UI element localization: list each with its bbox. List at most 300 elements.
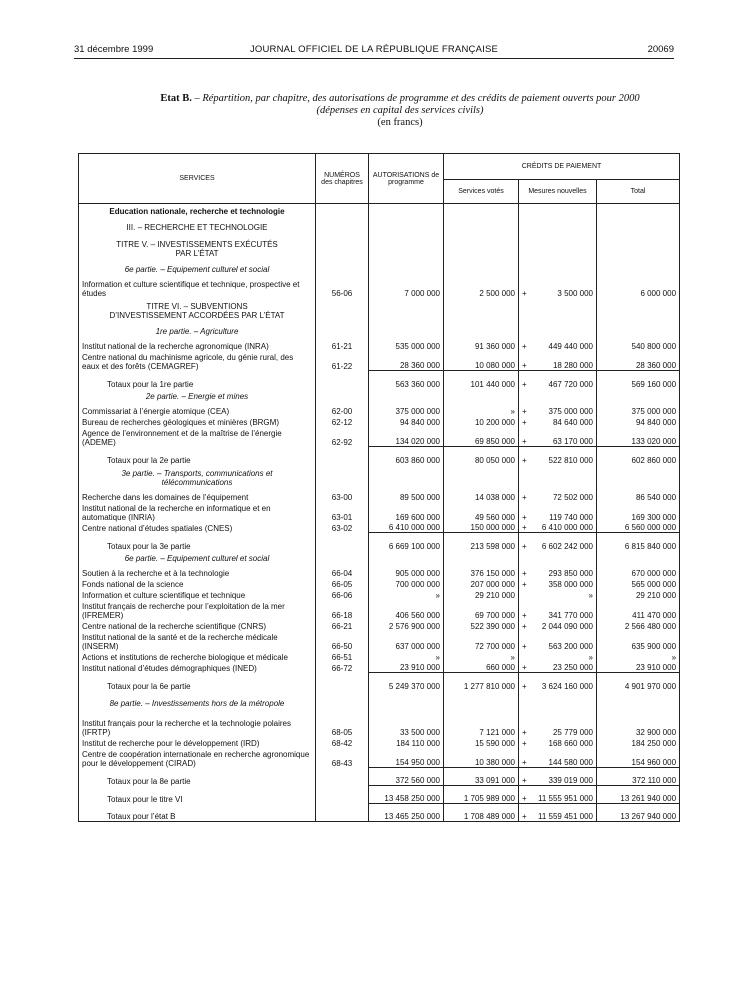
table-heading-row [79,465,680,491]
service-label: Soutien à la recherche et à la technologie [79,567,316,578]
empty-cell [519,262,597,278]
mesures-nouvelles-cell [519,578,597,589]
header-autorisations: AUTORISATIONS de programme [369,154,444,204]
header-services: SERVICES [79,154,316,204]
table-heading-row [79,551,680,567]
autorisations-value: 33 500 000 [369,717,444,737]
mesures-nouvelles-value: 2 044 090 000 [541,621,593,631]
autorisations-value: 372 560 000 [369,768,444,786]
autorisations-value: 6 669 100 000 [369,533,444,551]
table-row [79,278,680,298]
empty-cell [519,298,597,324]
mesures-nouvelles-cell [519,673,597,691]
chapter-number: 68-42 [316,737,369,748]
autorisations-value: 13 465 250 000 [369,804,444,822]
service-label: Centre national du machinisme agricole, du génie rural, des eaux et des forêts (CEMAGREF) [79,351,316,371]
empty-cell [597,389,680,405]
plus-sign: + [522,727,527,737]
mesures-nouvelles-cell [519,717,597,737]
mesures-nouvelles-cell [519,533,597,551]
empty-cell [369,236,444,262]
total-value: 375 000 000 [597,405,680,416]
service-label: Centre national d’études spatiales (CNES) [79,522,316,533]
plus-sign: + [522,361,527,370]
section-heading: 8e partie. – Investissements hors de la métropole [79,691,316,717]
plus-sign: + [522,379,527,389]
services-votes-value: 1 277 810 000 [444,673,519,691]
header-numeros: NUMÉROS des chapitres [316,154,369,204]
empty-cell [519,691,597,717]
total-label: Totaux pour la 2e partie [79,447,316,465]
table-total-row [79,447,680,465]
total-value: 23 910 000 [597,662,680,673]
services-votes-value: 49 560 000 [444,502,519,522]
total-label: Totaux pour la 8e partie [79,768,316,786]
chapter-number [316,673,369,691]
total-value: 635 900 000 [597,631,680,651]
table-row [79,405,680,416]
mesures-nouvelles-cell [519,447,597,465]
service-label: Institut national de la recherche agronomique (INRA) [79,340,316,351]
empty-cell [444,465,519,491]
mesures-nouvelles-value: 6 410 000 000 [541,523,593,532]
chapter-number: 68-43 [316,748,369,768]
chapter-number [316,786,369,804]
table-heading-row [79,262,680,278]
mesures-nouvelles-value: 3 500 000 [557,288,593,298]
caption-line3: (en francs) [377,117,423,128]
table-row [79,416,680,427]
mesures-nouvelles-cell [519,620,597,631]
empty-cell [444,220,519,236]
total-value: 602 860 000 [597,447,680,465]
chapter-number [316,447,369,465]
chapter-number: 66-18 [316,600,369,620]
autorisations-value: 406 560 000 [369,600,444,620]
mesures-nouvelles-cell [519,600,597,620]
services-votes-value: 91 360 000 [444,340,519,351]
mesures-nouvelles-cell [519,371,597,389]
mesures-nouvelles-cell [519,786,597,804]
total-value: 540 800 000 [597,340,680,351]
total-value: 133 020 000 [597,427,680,447]
total-label: Totaux pour la 6e partie [79,673,316,691]
service-label: Bureau de recherches géologiques et minières (BRGM) [79,416,316,427]
mesures-nouvelles-value: 23 250 000 [552,663,593,672]
plus-sign: + [522,812,527,821]
mesures-nouvelles-value: 63 170 000 [552,437,593,446]
service-label: Commissariat à l’énergie atomique (CEA) [79,405,316,416]
mesures-nouvelles-cell [519,351,597,371]
table-caption [80,93,720,129]
services-votes-value: 10 380 000 [444,748,519,768]
table-row [79,662,680,673]
total-value: 28 360 000 [597,351,680,371]
mesures-nouvelles-cell [519,804,597,822]
plus-sign: + [522,417,527,427]
plus-sign: + [522,341,527,351]
autorisations-value: » [369,651,444,662]
services-votes-value: 150 000 000 [444,522,519,533]
caption-label: Etat B. [160,93,192,104]
plus-sign: + [522,610,527,620]
table-row [79,737,680,748]
empty-cell [519,236,597,262]
caption-line2: (dépenses en capital des services civils) [316,105,484,116]
mesures-nouvelles-value: » [588,652,593,662]
empty-cell [444,389,519,405]
total-value: 4 901 970 000 [597,673,680,691]
mesures-nouvelles-value: 11 555 951 000 [537,794,593,803]
table-total-row [79,768,680,786]
header-total: Total [597,180,680,204]
mesures-nouvelles-value: 293 850 000 [548,568,593,578]
section-heading: TITRE V. – INVESTISSEMENTS EXÉCUTÉS PAR L’ÉTAT [79,236,316,262]
mesures-nouvelles-cell [519,737,597,748]
chapter-number: 66-21 [316,620,369,631]
plus-sign: + [522,776,527,785]
services-votes-value: 80 050 000 [444,447,519,465]
mesures-nouvelles-value: 119 740 000 [549,512,593,522]
mesures-nouvelles-value: 522 810 000 [548,455,593,465]
empty-cell [316,298,369,324]
table-row [79,340,680,351]
total-value: 86 540 000 [597,491,680,502]
service-label: Institut de recherche pour le développement (IRD) [79,737,316,748]
table-total-row [79,533,680,551]
service-label: Recherche dans les domaines de l’équipement [79,491,316,502]
total-value: 169 300 000 [597,502,680,522]
plus-sign: + [522,512,527,522]
header-credits: CRÉDITS DE PAIEMENT [444,154,680,180]
empty-cell [519,551,597,567]
mesures-nouvelles-cell [519,748,597,768]
section-heading: Education nationale, recherche et technologie [79,204,316,220]
chapter-number: 62-00 [316,405,369,416]
mesures-nouvelles-cell [519,340,597,351]
mesures-nouvelles-cell [519,405,597,416]
table-row [79,567,680,578]
service-label: Fonds national de la science [79,578,316,589]
table-row [79,578,680,589]
services-votes-value: 15 590 000 [444,737,519,748]
chapter-number: 66-05 [316,578,369,589]
total-value: » [597,651,680,662]
services-votes-value: 1 705 989 000 [444,786,519,804]
services-votes-value: 101 440 000 [444,371,519,389]
section-heading: 3e partie. – Transports, communications et télécommunications [79,465,316,491]
empty-cell [316,691,369,717]
mesures-nouvelles-value: 339 019 000 [548,776,593,785]
section-heading: 1re partie. – Agriculture [79,324,316,340]
service-label: Institut national de la recherche en informatique et en automatique (INRIA) [79,502,316,522]
section-heading: 2e partie. – Energie et mines [79,389,316,405]
table-row [79,427,680,447]
total-value: 13 261 940 000 [597,786,680,804]
empty-cell [444,298,519,324]
empty-cell [316,262,369,278]
services-votes-value: 522 390 000 [444,620,519,631]
table-total-row [79,371,680,389]
plus-sign: + [522,681,527,691]
total-label: Totaux pour la 1re partie [79,371,316,389]
empty-cell [369,389,444,405]
autorisations-value: 23 910 000 [369,662,444,673]
plus-sign: + [522,758,527,767]
services-votes-value: 7 121 000 [444,717,519,737]
caption-line1: – Répartition, par chapitre, des autorisations de programme et des crédits de paiement ouverts pour 2000 [191,93,640,104]
chapter-number [316,371,369,389]
chapter-number [316,804,369,822]
empty-cell [444,324,519,340]
mesures-nouvelles-cell [519,502,597,522]
table-heading-row [79,236,680,262]
mesures-nouvelles-cell [519,567,597,578]
services-votes-value: 10 200 000 [444,416,519,427]
mesures-nouvelles-value: 3 624 160 000 [541,681,593,691]
table-body [79,204,680,822]
empty-cell [444,262,519,278]
chapter-number: 66-51 [316,651,369,662]
chapter-number: 68-05 [316,717,369,737]
empty-cell [597,551,680,567]
budget-table [78,153,680,822]
mesures-nouvelles-value: 341 770 000 [548,610,593,620]
table-row [79,600,680,620]
empty-cell [519,465,597,491]
mesures-nouvelles-value: 84 640 000 [552,417,593,427]
empty-cell [316,220,369,236]
service-label: Agence de l’environnement et de la maîtrise de l’énergie (ADEME) [79,427,316,447]
mesures-nouvelles-value: 144 580 000 [548,758,593,767]
empty-cell [597,262,680,278]
autorisations-value: » [369,589,444,600]
mesures-nouvelles-value: 467 720 000 [548,379,593,389]
table-total-row [79,804,680,822]
empty-cell [519,204,597,220]
plus-sign: + [522,288,527,298]
chapter-number: 61-22 [316,351,369,371]
plus-sign: + [522,794,527,803]
table-row [79,620,680,631]
plus-sign: + [522,621,527,631]
total-value: 184 250 000 [597,737,680,748]
total-value: 6 560 000 000 [597,522,680,533]
chapter-number: 66-72 [316,662,369,673]
autorisations-value: 905 000 000 [369,567,444,578]
total-value: 29 210 000 [597,589,680,600]
header-services-votes: Services votés [444,180,519,204]
chapter-number: 63-02 [316,522,369,533]
mesures-nouvelles-cell [519,651,597,662]
total-value: 6 815 840 000 [597,533,680,551]
chapter-number: 62-92 [316,427,369,447]
chapter-number: 66-04 [316,567,369,578]
empty-cell [597,691,680,717]
plus-sign: + [522,641,527,651]
mesures-nouvelles-value: 358 000 000 [548,579,593,589]
plus-sign: + [522,455,527,465]
total-value: 411 470 000 [597,600,680,620]
plus-sign: + [522,541,527,551]
autorisations-value: 535 000 000 [369,340,444,351]
service-label: Institut français de recherche pour l’exploitation de la mer (IFREMER) [79,600,316,620]
mesures-nouvelles-cell [519,662,597,673]
autorisations-value: 169 600 000 [369,502,444,522]
table-row [79,717,680,737]
empty-cell [369,220,444,236]
empty-cell [444,204,519,220]
table-heading-row [79,204,680,220]
table-total-row [79,673,680,691]
mesures-nouvelles-cell [519,768,597,786]
total-value: 94 840 000 [597,416,680,427]
table-heading-row [79,691,680,717]
services-votes-value: 14 038 000 [444,491,519,502]
empty-cell [369,324,444,340]
page-date: 31 décembre 1999 [74,44,154,55]
services-votes-value: 33 091 000 [444,768,519,786]
chapter-number: 61-21 [316,340,369,351]
services-votes-value: 2 500 000 [444,278,519,298]
services-votes-value: 29 210 000 [444,589,519,600]
plus-sign: + [522,663,527,672]
empty-cell [369,551,444,567]
empty-cell [316,465,369,491]
mesures-nouvelles-value: 11 559 451 000 [537,812,593,821]
mesures-nouvelles-value: 25 779 000 [552,727,593,737]
mesures-nouvelles-cell [519,491,597,502]
total-label: Totaux pour le titre VI [79,786,316,804]
mesures-nouvelles-cell [519,631,597,651]
autorisations-value: 28 360 000 [369,351,444,371]
page-number: 20069 [647,44,674,55]
autorisations-value: 603 860 000 [369,447,444,465]
services-votes-value: 376 150 000 [444,567,519,578]
plus-sign: + [522,579,527,589]
services-votes-value: 207 000 000 [444,578,519,589]
services-votes-value: 660 000 [444,662,519,673]
autorisations-value: 13 458 250 000 [369,786,444,804]
service-label: Centre national de la recherche scientifique (CNRS) [79,620,316,631]
section-heading: 6e partie. – Equipement culturel et social [79,262,316,278]
chapter-number: 56-06 [316,278,369,298]
mesures-nouvelles-value: 563 200 000 [548,641,593,651]
services-votes-value: 10 080 000 [444,351,519,371]
service-label: Information et culture scientifique et technique [79,589,316,600]
total-value: 565 000 000 [597,578,680,589]
empty-cell [316,389,369,405]
empty-cell [597,236,680,262]
empty-cell [316,324,369,340]
mesures-nouvelles-cell [519,416,597,427]
autorisations-value: 94 840 000 [369,416,444,427]
chapter-number [316,533,369,551]
plus-sign: + [522,492,527,502]
plus-sign: + [522,437,527,446]
table-row [79,651,680,662]
total-value: 670 000 000 [597,567,680,578]
empty-cell [444,236,519,262]
table-row [79,589,680,600]
chapter-number: 62-12 [316,416,369,427]
services-votes-value: » [444,651,519,662]
autorisations-value: 375 000 000 [369,405,444,416]
table-total-row [79,786,680,804]
autorisations-value: 2 576 900 000 [369,620,444,631]
table-row [79,502,680,522]
empty-cell [519,220,597,236]
autorisations-value: 700 000 000 [369,578,444,589]
header-rule [74,58,674,59]
empty-cell [597,465,680,491]
plus-sign: + [522,568,527,578]
total-value: 569 160 000 [597,371,680,389]
autorisations-value: 637 000 000 [369,631,444,651]
mesures-nouvelles-value: 72 502 000 [552,492,593,502]
empty-cell [597,204,680,220]
table-row [79,522,680,533]
table-row [79,491,680,502]
total-value: 372 110 000 [597,768,680,786]
empty-cell [444,551,519,567]
section-heading: TITRE VI. – SUBVENTIONS D’INVESTISSEMENT ACCORDÉES PAR L’ÉTAT [79,298,316,324]
empty-cell [316,236,369,262]
mesures-nouvelles-cell [519,427,597,447]
service-label: Centre de coopération internationale en recherche agronomique pour le développement (CIRAD) [79,748,316,768]
autorisations-value: 154 950 000 [369,748,444,768]
total-label: Totaux pour l’état B [79,804,316,822]
table-row [79,351,680,371]
services-votes-value: 69 850 000 [444,427,519,447]
table-row [79,631,680,651]
empty-cell [519,324,597,340]
plus-sign: + [522,738,527,748]
service-label: Information et culture scientifique et technique, prospective et études [79,278,316,298]
empty-cell [369,465,444,491]
autorisations-value: 134 020 000 [369,427,444,447]
empty-cell [444,691,519,717]
table-row [79,748,680,768]
total-value: 2 566 480 000 [597,620,680,631]
mesures-nouvelles-cell [519,522,597,533]
autorisations-value: 6 410 000 000 [369,522,444,533]
mesures-nouvelles-value: 18 280 000 [552,361,593,370]
mesures-nouvelles-value: 375 000 000 [548,406,593,416]
service-label: Institut français pour la recherche et la technologie polaires (IFRTP) [79,717,316,737]
total-value: 6 000 000 [597,278,680,298]
empty-cell [597,220,680,236]
journal-title: JOURNAL OFFICIEL DE LA RÉPUBLIQUE FRANÇAISE [249,44,499,55]
empty-cell [369,298,444,324]
header-mesures-nouvelles: Mesures nouvelles [519,180,597,204]
mesures-nouvelles-value: » [588,590,593,600]
services-votes-value: » [444,405,519,416]
table-heading-row [79,298,680,324]
chapter-number: 63-01 [316,502,369,522]
table-heading-row [79,324,680,340]
table-heading-row [79,389,680,405]
section-heading: 6e partie. – Equipement culturel et social [79,551,316,567]
service-label: Institut national de la santé et de la recherche médicale (INSERM) [79,631,316,651]
mesures-nouvelles-value: 168 660 000 [548,738,593,748]
empty-cell [369,691,444,717]
empty-cell [519,389,597,405]
autorisations-value: 7 000 000 [369,278,444,298]
services-votes-value: 69 700 000 [444,600,519,620]
mesures-nouvelles-value: 449 440 000 [548,341,593,351]
total-value: 13 267 940 000 [597,804,680,822]
